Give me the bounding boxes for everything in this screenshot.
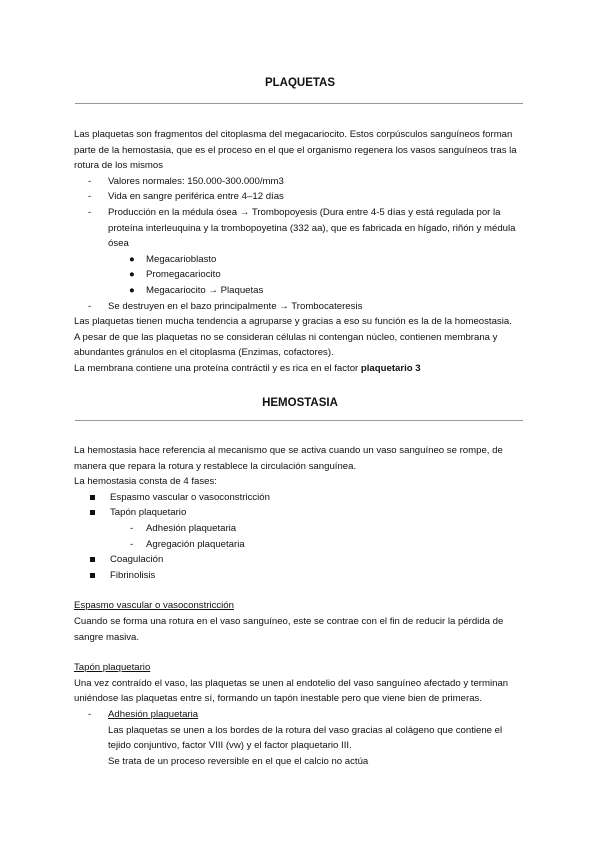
espasmo-heading: Espasmo vascular o vasoconstricción bbox=[74, 600, 234, 612]
hemostasia-title: HEMOSTASIA bbox=[262, 397, 338, 409]
tapon-heading: Tapón plaquetario bbox=[74, 662, 151, 674]
phase-item: Espasmo vascular o vasoconstricción bbox=[74, 490, 526, 506]
plaquetas-title: PLAQUETAS bbox=[264, 77, 336, 89]
sub-list-item: ● Megacarioblasto bbox=[74, 252, 526, 268]
paragraph: A pesar de que las plaquetas no se consideran células ni contengan núcleo, contienen membrana y abundantes gránulos en el citoplasma (Enzimas, cofactores). bbox=[74, 331, 498, 359]
bullet-icon: ● bbox=[129, 284, 135, 296]
paragraph: Una vez contraído el vaso, las plaquetas se unen al endotelio del vaso sanguíneo afectado y terminan uniéndose las plaquetas entre sí, formando un tapón inestable pero que viene bien de primeras. bbox=[74, 677, 509, 705]
phase-item: Fibrinolisis bbox=[74, 568, 526, 584]
paragraph: Las plaquetas se unen a los bordes de la rotura del vaso gracias al colágeno que contiene el tejido conjuntivo, factor VIII (vw) y el factor plaquetario III. bbox=[108, 724, 503, 752]
paragraph: Se trata de un proceso reversible en el que el calcio no actúa bbox=[108, 755, 369, 767]
adhesion-heading: Adhesión plaquetaria bbox=[108, 708, 199, 720]
list-item: - Se destruyen en el bazo principalmente → Trombocateresis bbox=[88, 300, 363, 312]
list-item: - Producción en la médula ósea → Trombopoyesis (Dura entre 4-5 días y está regulada por la proteína interleuquina y la trombopoyetina (332 aa), que es fabricada en hígado, riñón y médula ósea bbox=[88, 206, 516, 250]
hemostasia-intro: La hemostasia hace referencia al mecanismo que se activa cuando un vaso sanguíneo se rompe, de manera que repara la rotura y restablece la circulación sanguínea. bbox=[74, 445, 503, 472]
paragraph: Las plaquetas tienen mucha tendencia a agruparse y gracias a eso su función es la de la homeostasia. bbox=[74, 316, 512, 328]
phase-item: Coagulación bbox=[74, 552, 526, 568]
list-item: - Vida en sangre periférica entre 4–12 días bbox=[88, 191, 284, 203]
bullet-icon: ● bbox=[129, 269, 135, 281]
hemostasia-section bbox=[74, 443, 526, 769]
sub-phase-item: - Agregación plaquetaria bbox=[130, 538, 245, 550]
square-bullet-icon bbox=[90, 510, 95, 515]
phase-item: Tapón plaquetario bbox=[74, 505, 526, 521]
square-bullet-icon bbox=[90, 573, 95, 578]
sub-list-item: ● Promegacariocito bbox=[74, 267, 526, 283]
square-bullet-icon bbox=[90, 495, 95, 500]
square-bullet-icon bbox=[90, 557, 95, 562]
bold-term: plaquetario 3 bbox=[360, 362, 421, 374]
list-item: - Valores normales: 150.000-300.000/mm3 bbox=[88, 175, 284, 187]
paragraph: Cuando se forma una rotura en el vaso sanguíneo, este se contrae con el fin de reducir la pérdida de sangre masiva. bbox=[74, 615, 504, 643]
paragraph: La hemostasia consta de 4 fases: bbox=[74, 476, 217, 488]
list-item: - Adhesión plaquetaria bbox=[88, 708, 199, 720]
title-divider bbox=[75, 103, 523, 104]
sub-phase-item: - Adhesión plaquetaria bbox=[130, 522, 237, 534]
bullet-icon: ● bbox=[129, 253, 135, 265]
title-divider bbox=[75, 420, 523, 421]
sub-list-item: ● Megacariocito → Plaquetas bbox=[74, 283, 526, 299]
plaquetas-intro: Las plaquetas son fragmentos del citoplasma del megacariocito. Estos corpúsculos sanguíneos forman parte de la hemostasia, que es el proceso en el que el organismo regenera los vasos sanguíneos tras la rotura de los mismos bbox=[74, 129, 517, 172]
paragraph: La membrana contiene una proteína contráctil y es rica en el factor plaquetario 3 bbox=[74, 362, 421, 374]
plaquetas-section bbox=[74, 127, 526, 377]
